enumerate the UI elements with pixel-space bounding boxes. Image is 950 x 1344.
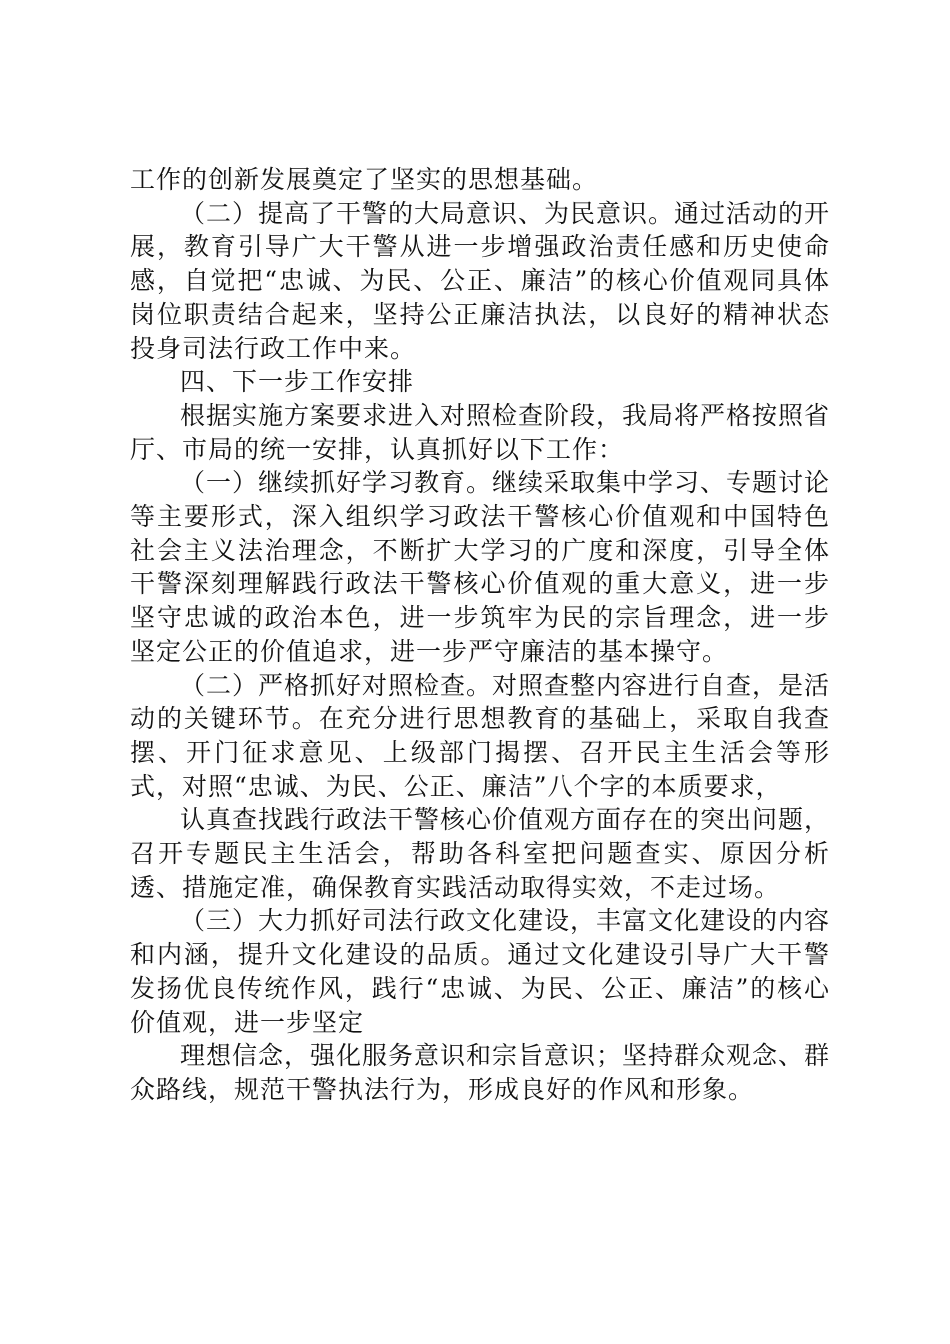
paragraph: （二）严格抓好对照检查。对照查整内容进行自查，是活动的关键环节。在充分进行思想教育的基础上，采取自我查摆、开门征求意见、上级部门揭摆、召开民主生活会等形式，对照“忠诚、为民、公正、廉洁”八个字的本质要求， <box>130 670 831 801</box>
document-body <box>130 163 830 1107</box>
paragraph: （一）继续抓好学习教育。继续采取集中学习、专题讨论等主要形式，深入组织学习政法干警核心价值观和中国特色社会主义法治理念，不断扩大学习的广度和深度，引导全体干警深刻理解践行政法干警核心价值观的重大意义，进一步坚守忠诚的政治本色，进一步筑牢为民的宗旨理念，进一步坚定公正的价值追求，进一步严守廉洁的基本操守。 <box>130 468 831 666</box>
paragraph: 认真查找践行政法干警核心价值观方面存在的突出问题，召开专题民主生活会，帮助各科室把问题查实、原因分析透、措施定准，确保教育实践活动取得实效，不走过场。 <box>130 805 831 902</box>
paragraph: 根据实施方案要求进入对照检查阶段，我局将严格按照省厅、市局的统一安排，认真抓好以下工作： <box>130 400 831 464</box>
paragraph: 理想信念，强化服务意识和宗旨意识；坚持群众观念、群众路线，规范干警执法行为，形成良好的作风和形象。 <box>130 1041 831 1104</box>
section-heading: 四、下一步工作安排 <box>180 367 415 397</box>
paragraph: （三）大力抓好司法行政文化建设，丰富文化建设的内容和内涵，提升文化建设的品质。通过文化建设引导广大干警发扬优良传统作风，践行“忠诚、为民、公正、廉洁”的核心价值观，进一步坚定 <box>130 906 831 1037</box>
paragraph: （二）提高了干警的大局意识、为民意识。通过活动的开展，教育引导广大干警从进一步增强政治责任感和历史使命感，自觉把“忠诚、为民、公正、廉洁”的核心价值观同具体岗位职责结合起来，坚持公正廉洁执法，以良好的精神状态投身司法行政工作中来。 <box>130 198 831 363</box>
paragraph: 工作的创新发展奠定了坚实的思想基础。 <box>130 165 599 194</box>
